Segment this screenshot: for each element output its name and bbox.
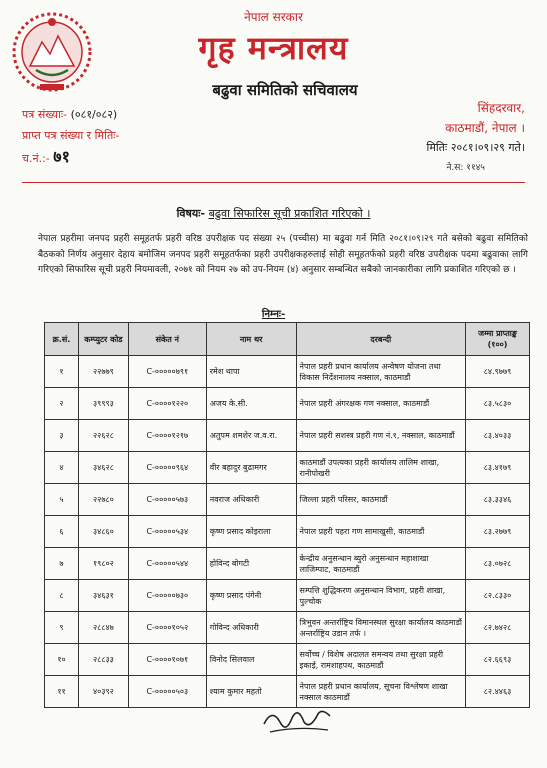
cell-serial: २: [45, 388, 79, 420]
cell-serial: ११: [45, 676, 79, 708]
cell-score: ८३.५८३०: [466, 388, 530, 420]
cell-code: ३९९९३: [78, 388, 128, 420]
list-heading: निम्नः-: [261, 309, 286, 320]
cell-name: रमेश थापा: [206, 356, 296, 388]
cell-code: २८८४७: [78, 612, 128, 644]
government-title: नेपाल सरकार: [244, 10, 303, 24]
cell-posting: नेपाल प्रहरी प्रधान कार्यालय, सूचना विश्लेषण शाखा नक्साल काठमाडौं: [296, 676, 466, 708]
header-computer-code: कम्प्युटर कोड: [78, 323, 128, 356]
cell-posting: नेपाल प्रहरी पहरा गण सामाखुसी, काठमाडौं: [296, 516, 466, 548]
cell-score: ८३.४१७९: [466, 452, 530, 484]
cell-score: ८३.२७७९: [466, 516, 530, 548]
cell-code: ४०३९२: [78, 676, 128, 708]
cell-code: ३४६३१: [78, 580, 128, 612]
cell-symbol: C-०००००७९१: [128, 356, 206, 388]
cell-code: १९८०२: [78, 548, 128, 580]
cell-name: अतुपम शमशेर ज.व.रा.: [206, 420, 296, 452]
table-row: [45, 612, 530, 644]
cell-serial: ३: [45, 420, 79, 452]
cell-code: २२७७९: [78, 356, 128, 388]
table-row: [45, 356, 530, 388]
chalani-number: च.नं.:- ७१: [22, 147, 70, 166]
cell-code: ३४६२८: [78, 452, 128, 484]
header-total-score: जम्मा प्राप्ताङ्क (१००): [466, 323, 530, 356]
cell-score: ८२.७४२८: [466, 612, 530, 644]
address-line-2: काठमाडौं, नेपाल ।: [445, 121, 525, 135]
cell-posting: केन्द्रीय अनुसन्धान ब्युरो अनुसन्धान महाशाखा लाजिम्पाट, काठमाडौं: [296, 548, 466, 580]
cell-posting: नेपाल प्रहरी अंगरक्षक गण नक्साल, काठमाडौं: [296, 388, 466, 420]
cell-symbol: C-०००००९६४: [128, 452, 206, 484]
cell-posting: जिल्ला प्रहरी परिसर, काठमाडौं: [296, 484, 466, 516]
letter-date: मितिः २०८१।०९।२९ गते।: [426, 141, 525, 154]
ne-sa-number: ने.स: ११४५: [446, 163, 485, 173]
cell-score: ८२.८३३०: [466, 580, 530, 612]
header-serial: क्र.सं.: [45, 323, 79, 356]
secretariat-title: बढुवा समितिको सचिवालय: [212, 81, 358, 99]
cell-posting: सर्वोच्च / विशेष अदालत समन्वय तथा सुरक्षा प्रहरी इकाई, रामशाहपथ, काठमाडौं: [296, 644, 466, 676]
cell-name: श्याम कुमार महतो: [206, 676, 296, 708]
ministry-title: गृह मन्त्रालय: [198, 29, 349, 67]
cell-symbol: C-०००००५०३: [128, 676, 206, 708]
cell-symbol: C-००००१०५२: [128, 612, 206, 644]
patra-sankhya: पत्र संख्याः- (०८१/०८२): [22, 108, 118, 121]
address-line-1: सिंहदरवार,: [477, 101, 525, 115]
subject-text: बढुवा सिफारिस सूची प्रकाशित गरिएको ।: [208, 207, 371, 220]
cell-score: ८२.६६९३: [466, 644, 530, 676]
cell-name: अजय के.सी.: [206, 388, 296, 420]
cell-code: २२७८०: [78, 484, 128, 516]
cell-score: ८४.९७७९: [466, 356, 530, 388]
cell-symbol: C-०००००५३४: [128, 516, 206, 548]
cell-code: ३४८६०: [78, 516, 128, 548]
cell-serial: १: [45, 356, 79, 388]
cell-posting: सम्पत्ति शुद्धिकरण अनुसन्धान विभाग, प्रहरी शाखा, पुल्चोक: [296, 580, 466, 612]
body-paragraph: नेपाल प्रहरीमा जनपद प्रहरी समूहतर्फ प्रहरी वरिष्ठ उपरीक्षक पद संख्या २५ (पच्चीस) मा बढुवा गर्न मिति २०८१।०९।२९ गते बसेको बढुवा समितिको बैठकको निर्णय अनुसार देहाय बमोजिम जनपद प्रहरी समूहतर्फका प्रहरी उपरीक्षकहरुलाई सोही समूहतर्फको प्रहरी वरिष्ठ उपरीक्षक पदमा बढुवाका लागि गरिएको सिफारिस सूची प्रहरी नियमावली, २०७१ को नियम २७ को उप-नियम (४) अनुसार सम्बन्धित सबैको जानकारीका लागि प्रकाशित गरिएको छ ।: [38, 234, 528, 275]
cell-name: गोविन्द अधिकारी: [206, 612, 296, 644]
handwritten-signature-icon: [258, 700, 338, 740]
cell-name: कृष्ण प्रसाद कोइराला: [206, 516, 296, 548]
cell-name: विनोद सिलवाल: [206, 644, 296, 676]
cell-posting: नेपाल प्रहरी सशस्त्र प्रहरी गण नं.१, नक्साल, काठमाडौं: [296, 420, 466, 452]
table-row: [45, 516, 530, 548]
cell-symbol: C-००००१०७१: [128, 644, 206, 676]
cell-serial: ६: [45, 516, 79, 548]
subject-line: [0, 206, 547, 221]
cell-score: ८३.४०३३: [466, 420, 530, 452]
cell-symbol: C-००००१२२०: [128, 388, 206, 420]
cell-name: नवराज अधिकारी: [206, 484, 296, 516]
header-symbol-number: संकेत नं: [128, 323, 206, 356]
table-row: [45, 452, 530, 484]
cell-serial: ५: [45, 484, 79, 516]
cell-name: वीर बहादुर बुढामगर: [206, 452, 296, 484]
table-header-row: [45, 323, 530, 356]
office-address: [445, 98, 525, 138]
table-row: [45, 484, 530, 516]
cell-symbol: C-०००००७३०: [128, 580, 206, 612]
cell-serial: ९: [45, 612, 79, 644]
header-name: नाम थर: [206, 323, 296, 356]
cell-code: २२६२८: [78, 420, 128, 452]
header-posting: दरबन्दी: [296, 323, 466, 356]
cell-code: २८८३३: [78, 644, 128, 676]
cell-posting: त्रिभुवन अन्तर्राष्ट्रिय विमानस्थल सुरक्षा कार्यालय काठमाडौं अन्तर्राष्ट्रिय उडान तर्फ ।: [296, 612, 466, 644]
cell-serial: ४: [45, 452, 79, 484]
prapta-patra: प्राप्त पत्र संख्या र मितिः-: [22, 129, 120, 142]
cell-serial: १०: [45, 644, 79, 676]
cell-symbol: C-०००००५७३: [128, 484, 206, 516]
letter-reference-block: [22, 104, 119, 169]
cell-posting: नेपाल प्रहरी प्रधान कार्यालय अन्वेषण योजना तथा विकास निर्देशनालय नक्साल, काठमाडौं: [296, 356, 466, 388]
cell-score: ८३.३३४६: [466, 484, 530, 516]
cell-posting: काठमाडौं उपत्यका प्रहरी कार्यालय तालिम शाखा, रानीपोखरी: [296, 452, 466, 484]
cell-name: होविन्द बोगटी: [206, 548, 296, 580]
table-row: [45, 548, 530, 580]
cell-score: ८३.०७२८: [466, 548, 530, 580]
table-row: [45, 580, 530, 612]
cell-score: ८२.४४६३: [466, 676, 530, 708]
table-row: [45, 420, 530, 452]
cell-serial: ७: [45, 548, 79, 580]
header-divider: [22, 182, 525, 183]
table-row: [45, 644, 530, 676]
cell-symbol: C-००००१२१७: [128, 420, 206, 452]
promotion-table: [44, 322, 530, 708]
cell-symbol: C-०००००५४४: [128, 548, 206, 580]
table-row: [45, 388, 530, 420]
cell-name: कृष्ण प्रसाद पंगेनी: [206, 580, 296, 612]
subject-label: विषयः-: [176, 207, 206, 220]
cell-serial: ८: [45, 580, 79, 612]
